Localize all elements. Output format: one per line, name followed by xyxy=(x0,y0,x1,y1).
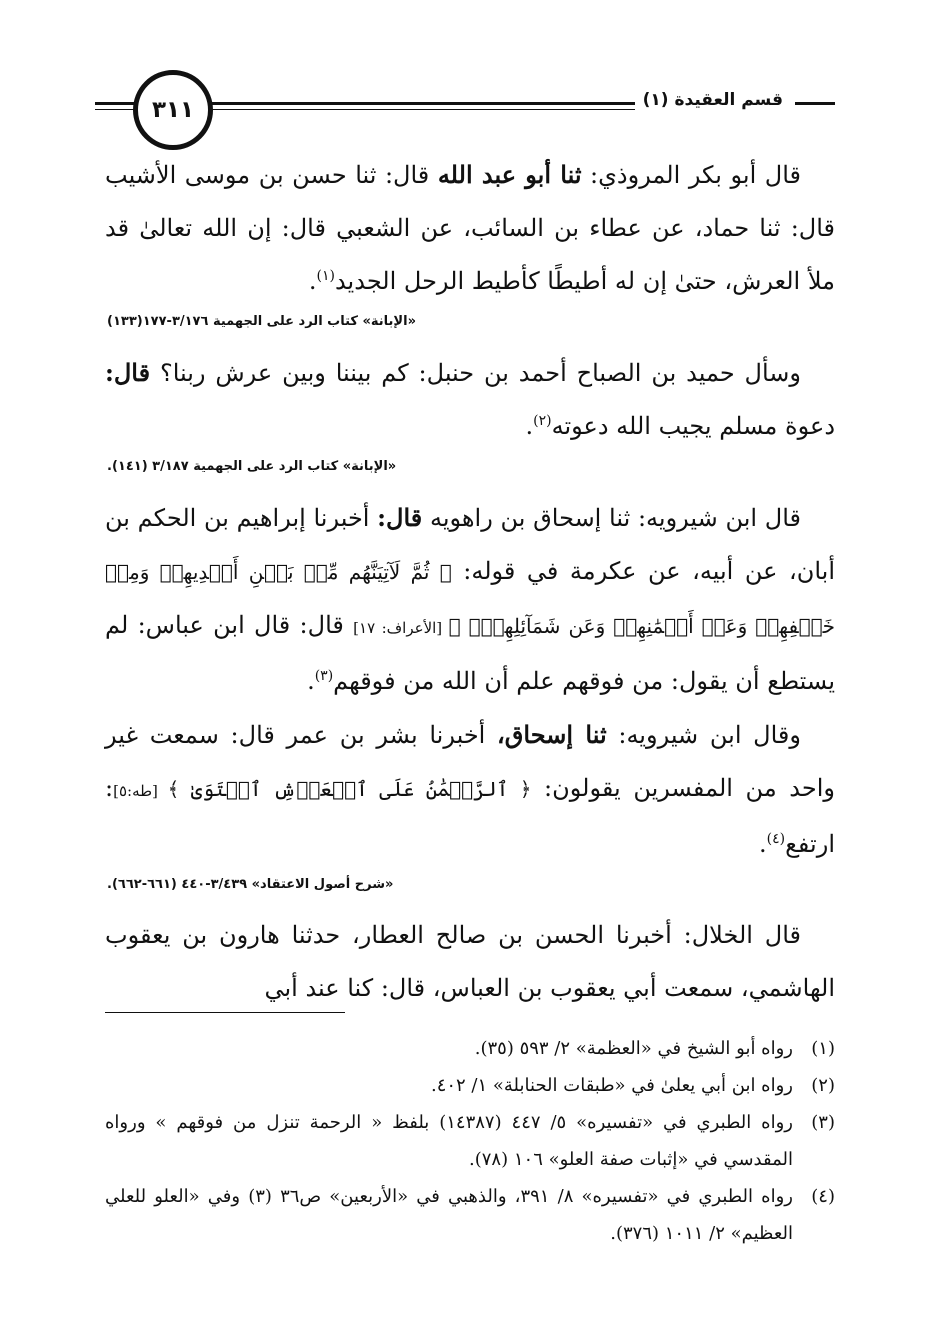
footnote-text: رواه الطبري في «تفسيره» ٨/ ٣٩١، والذهبي في «الأربعين» ص٣٦ (٣) وفي «العلو للعلي العظيم» ٢/ ١٠١١ (٣٧٦). xyxy=(105,1186,793,1244)
footnote-marker-4[interactable]: (٤) xyxy=(766,831,786,847)
footnote-separator xyxy=(105,1012,835,1013)
footnote-number: (٣) xyxy=(811,1112,835,1133)
page-number: ٣١١ xyxy=(151,96,195,123)
p2-text: وسأل حميد بن الصباح أحمد بن حنبل: كم بيننا وبين عرش ربنا؟ xyxy=(159,359,801,387)
verse-reference-2: [طه:٥] xyxy=(113,782,168,800)
p1-text-end: قال: ثنا حسن بن موسى الأشيب قال: ثنا حماد، عن عطاء بن السائب، عن الشعبي قال: إن الله تعالىٰ قد ملأ العرش، حتىٰ إن له أطيطًا كأطيط الرحل الجديد xyxy=(105,161,836,295)
quran-verse-1: ﴿ ثُمَّ لَآتِيَنَّهُم مِّنۢ بَيۡنِ أَيۡدِيهِمۡ وَمِنۡ خَلۡفِهِمۡ وَعَنۡ أَيۡمَٰنِهِمۡ وَعَن شَمَآئِلِهِمۡۖ ﴾ xyxy=(105,560,836,638)
paragraph-3 xyxy=(105,491,835,708)
header-rule-left-thin xyxy=(95,109,135,110)
section-title: قسم العقيدة (١) xyxy=(635,90,791,110)
footnote-marker-2[interactable]: (٢) xyxy=(533,413,552,429)
p3-text-end: قال: قال ابن عباس: لم يستطع أن يقول: من فوقهم علم أن الله من فوقهم xyxy=(105,611,835,695)
footnote-number: (٤) xyxy=(811,1186,835,1207)
header-rule-left xyxy=(95,102,135,105)
p3-text-start: قال ابن شيرويه: ثنا إسحاق بن راهويه xyxy=(422,504,801,532)
footnote-text: رواه أبو الشيخ في «العظمة» ٢/ ٥٩٣ (٣٥). xyxy=(474,1038,793,1059)
p4-text-end: : ارتفع xyxy=(105,774,835,858)
p1-bold: ثنا أبو عبد الله xyxy=(437,160,582,189)
page-number-circle xyxy=(133,70,213,150)
p4-text-start: وقال ابن شيرويه: xyxy=(606,721,801,749)
footnote-number: (١) xyxy=(811,1038,835,1059)
source-citation-3: «شرح أصول الاعتقاد» ٣/٤٣٩-٤٤٠ (٦٦١-٦٦٢). xyxy=(107,877,394,892)
p4-text-mid: أخبرنا بشر بن عمر قال: سمعت غير واحد من المفسرين يقولون: xyxy=(105,721,835,802)
main-text xyxy=(105,148,835,1015)
footnote-4 xyxy=(105,1178,835,1252)
footnote-rule xyxy=(105,1012,345,1013)
footnote-2 xyxy=(105,1067,835,1104)
footnote-number: (٢) xyxy=(811,1075,835,1096)
paragraph-2 xyxy=(105,346,835,453)
footnotes xyxy=(105,1030,835,1252)
header-rule-right-end-thin xyxy=(795,102,835,103)
header-rule xyxy=(205,102,660,105)
p2-text-end: دعوة مسلم يجيب الله دعوته xyxy=(551,412,835,440)
p3-bold: قال: xyxy=(377,503,423,532)
source-citation-2: «الإبانة» كتاب الرد على الجهمية ٣/١٨٧ (١٤١). xyxy=(107,459,397,474)
page-header xyxy=(95,68,835,148)
p1-text-start: قال أبو بكر المروذي: xyxy=(581,161,802,189)
p4-period: . xyxy=(759,830,767,858)
header-rule-thin xyxy=(205,109,660,110)
paragraph-5: قال الخلال: أخبرنا الحسن بن صالح العطار، حدثنا هارون بن يعقوب الهاشمي، سمعت أبي يعقوب بن العباس، قال: كنا عند أبي xyxy=(105,921,835,1002)
paragraph-1 xyxy=(105,148,835,308)
p3-text-mid: أخبرنا إبراهيم بن الحكم بن أبان، عن أبيه، عن عكرمة في قوله: xyxy=(105,504,835,585)
p4-bold: ثنا إسحاق، xyxy=(497,720,607,749)
paragraph-4 xyxy=(105,708,835,871)
source-citation-1: «الإبانة» كتاب الرد على الجهمية ٣/١٧٦-١٧٧(١٣٣) xyxy=(107,314,416,329)
quran-verse-2: ﴿ ٱلرَّحۡمَٰنُ عَلَى ٱلۡعَرۡشِ ٱسۡتَوَىٰ ﴾ xyxy=(167,777,532,801)
p3-period: . xyxy=(307,667,315,695)
footnote-marker-1[interactable]: (١) xyxy=(316,268,335,284)
footnote-text: رواه الطبري في «تفسيره» ٥/ ٤٤٧ (١٤٣٨٧) بلفظ « الرحمة تنزل من فوقهم » ورواه المقدسي في «إثبات صفة العلو» ١٠٦ (٧٨). xyxy=(105,1112,793,1170)
footnote-text: رواه ابن أبي يعلىٰ في «طبقات الحنابلة» ١/ ٤٠٢. xyxy=(430,1075,793,1096)
p1-period: . xyxy=(308,267,317,295)
footnote-marker-3[interactable]: (٣) xyxy=(314,668,334,684)
footnote-3 xyxy=(105,1104,835,1178)
footnote-1 xyxy=(105,1030,835,1067)
verse-reference-1: [الأعراف: ١٧] xyxy=(353,619,449,637)
p2-period: . xyxy=(525,412,534,440)
p2-bold: قال: xyxy=(105,358,151,387)
